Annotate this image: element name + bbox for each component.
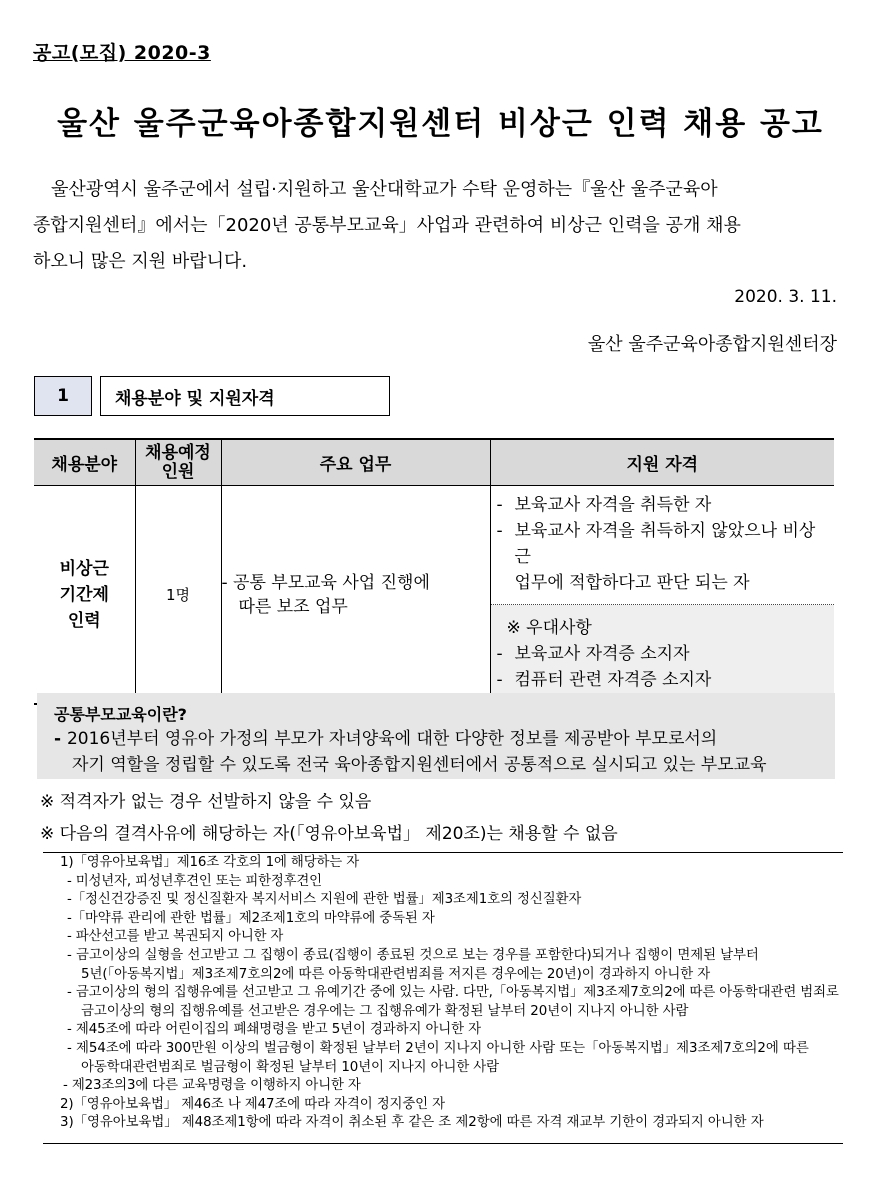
disqualification-list bbox=[43, 852, 843, 1144]
header-field: 채용분야 bbox=[34, 439, 135, 486]
header-qualification: 지원 자격 bbox=[490, 439, 834, 486]
qualification-item: - 보육교사 자격을 취득한 자 bbox=[496, 495, 712, 515]
signer: 울산 울주군육아종합지원센터장 bbox=[587, 334, 837, 355]
section-number: 1 bbox=[34, 376, 92, 416]
recruitment-table bbox=[34, 438, 834, 705]
list-item: - 제23조의3에 다른 교육명령을 이행하지 아니한 자 bbox=[63, 1078, 361, 1094]
list-item: - 금고이상의 형의 집행유예를 선고받고 그 유예기간 중에 있는 사람. 다만,「아동복지법」제3조제7호의2에 따른 아동학대관련 범죄로 bbox=[67, 985, 839, 1001]
preference-item: - 컴퓨터 관련 자격증 소지자 bbox=[496, 670, 712, 690]
info-title: 공통부모교육이란? bbox=[54, 705, 187, 724]
list-item: -「정신건강증진 및 정신질환자 복지서비스 지원에 관한 법률」제3조제1호의 정신질환자 bbox=[67, 892, 582, 908]
list-item: 아동학대관련범죄로 벌금형이 확정된 날부터 10년이 지나지 아니한 사람 bbox=[81, 1059, 499, 1075]
info-text: - 2016년부터 영유아 가정의 부모가 자녀양육에 대한 다양한 정보를 제공받아 부모로서의 자기 역할을 정립할 수 있도록 전국 육아종합지원센터에서 공통적으로 실시되고 있는 부모교육 bbox=[54, 726, 830, 778]
header-count-line: 채용예정 bbox=[145, 442, 211, 463]
list-item: -「마약류 관리에 관한 법률」제2조제1호의 마약류에 중독된 자 bbox=[67, 910, 435, 926]
duty-line: - 공통 부모교육 사업 진행에 bbox=[221, 572, 430, 593]
intro-line: 종합지원센터』에서는「2020년 공통부모교육」사업과 관련하여 비상근 인력을 공개 채용 bbox=[33, 215, 741, 236]
table-row bbox=[34, 486, 834, 705]
field-line: 비상근 bbox=[59, 558, 109, 579]
cell-duty bbox=[221, 486, 490, 705]
list-item: - 제54조에 따라 300만원 이상의 벌금형이 확정된 날부터 2년이 지나지 아니한 사람 또는「아동복지법」제3조제7호의2에 따른 bbox=[67, 1040, 809, 1056]
list-item: 2)「영유아보육법」 제46조 나 제47조에 따라 자격이 정지중인 자 bbox=[60, 1096, 445, 1112]
cell-qualification bbox=[490, 486, 834, 705]
note-no-qualified: ※ 적격자가 없는 경우 선발하지 않을 수 있음 bbox=[40, 792, 372, 812]
cell-field bbox=[34, 486, 135, 705]
field-line: 기간제 bbox=[59, 584, 109, 605]
duty-line: 따른 보조 업무 bbox=[238, 596, 348, 617]
note-disqualification: ※ 다음의 결격사유에 해당하는 자(「영유아보육법」 제20조)는 채용할 수 없음 bbox=[40, 824, 618, 844]
list-item: - 파산선고를 받고 복권되지 아니한 자 bbox=[67, 929, 284, 945]
intro-line: 하오니 많은 지원 바랍니다. bbox=[33, 251, 248, 272]
info-line: 2016년부터 영유아 가정의 부모가 자녀양육에 대한 다양한 정보를 제공받아 부모로서의 bbox=[66, 729, 718, 749]
preference-list bbox=[491, 605, 835, 703]
table-header-row bbox=[34, 439, 834, 486]
list-item: - 제45조에 따라 어린이집의 폐쇄명령을 받고 5년이 경과하지 아니한 자 bbox=[67, 1022, 481, 1038]
header-duty: 주요 업무 bbox=[221, 439, 490, 486]
cell-count: 1명 bbox=[135, 486, 221, 705]
notice-number: 공고(모집) 2020-3 bbox=[33, 42, 211, 64]
intro-line: 울산광역시 울주군에서 설립·지원하고 울산대학교가 수탁 운영하는『울산 울주군육아 bbox=[51, 179, 718, 200]
preference-title: ※ 우대사항 bbox=[506, 618, 592, 638]
list-item: 3)「영유아보육법」 제48조제1항에 따라 자격이 취소된 후 같은 조 제2항에 따른 자격 재교부 기한이 경과되지 아니한 자 bbox=[60, 1115, 764, 1131]
qualification-item: - 보육교사 자격을 취득하지 않았으나 비상근 업무에 적합하다고 판단 되는 자 bbox=[496, 521, 816, 593]
header-count-line: 인원 bbox=[161, 461, 195, 482]
section-title: 채용분야 및 지원자격 bbox=[100, 376, 390, 416]
header-count bbox=[135, 439, 221, 486]
qualification-list bbox=[491, 486, 835, 605]
list-item: - 미성년자, 피성년후견인 또는 피한정후견인 bbox=[67, 873, 322, 889]
list-item: 금고이상의 형의 집행유예를 선고받은 경우에는 그 집행유예가 확정된 날부터 20년이 지나지 아니한 사람 bbox=[81, 1003, 689, 1019]
intro-paragraph bbox=[33, 172, 837, 280]
list-item: 1)「영유아보육법」제16조 각호의 1에 해당하는 자 bbox=[60, 855, 360, 870]
notice-date: 2020. 3. 11. bbox=[734, 287, 837, 307]
page-title: 울산 울주군육아종합지원센터 비상근 인력 채용 공고 bbox=[57, 106, 824, 142]
preference-item: - 보육교사 자격증 소지자 bbox=[496, 644, 690, 664]
field-line: 인력 bbox=[67, 610, 101, 631]
list-item: - 금고이상의 실형을 선고받고 그 집행이 종료(집행이 종료된 것으로 보는 경우를 포함한다)되거나 집행이 면제된 날부터 bbox=[67, 947, 759, 963]
list-item: 5년(「아동복지법」제3조제7호의2에 따른 아동학대관련범죄를 저지른 경우에는 20년)이 경과하지 아니한 자 bbox=[81, 966, 711, 982]
info-line: 자기 역할을 정립할 수 있도록 전국 육아종합지원센터에서 공통적으로 실시되고 있는 부모교육 bbox=[72, 755, 767, 775]
